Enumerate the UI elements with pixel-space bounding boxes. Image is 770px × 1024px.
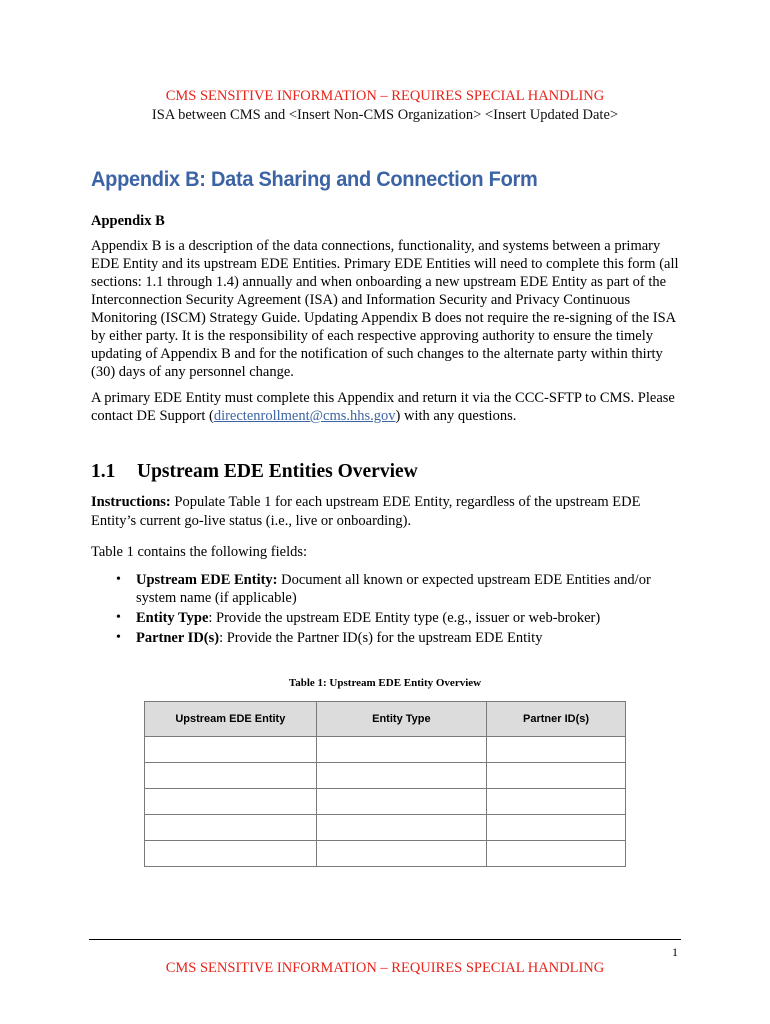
section-heading: [91, 460, 681, 484]
field-label: Entity Type: [136, 610, 209, 626]
field-text: Document all known or expected upstream EDE Entities and/or system name (if applicable): [136, 572, 651, 606]
table-cell[interactable]: [316, 815, 486, 841]
document-body: [91, 212, 681, 649]
table-cell[interactable]: [145, 841, 317, 867]
list-item: [136, 571, 681, 607]
table-row: [145, 841, 626, 867]
table-cell[interactable]: [316, 841, 486, 867]
table-cell[interactable]: [487, 763, 626, 789]
section-number: 1.1: [91, 461, 116, 482]
list-item: [136, 629, 681, 647]
section-title: Upstream EDE Entities Overview: [137, 461, 418, 482]
appendix-contact-paragraph: [91, 389, 681, 425]
table-cell[interactable]: [145, 737, 317, 763]
table-row: [145, 763, 626, 789]
field-text: : Provide the upstream EDE Entity type (e.g., issuer or web-broker): [208, 610, 601, 626]
header-isa-line: ISA between CMS and <Insert Non-CMS Organization> <Insert Updated Date>: [151, 107, 619, 123]
table-caption: Table 1: Upstream EDE Entity Overview: [288, 677, 482, 689]
appendix-title: Appendix B: Data Sharing and Connection Form: [91, 167, 538, 191]
appendix-description: Appendix B is a description of the data connections, functionality, and systems between a primary EDE Entity and its upstream EDE Entities. Primary EDE Entities will need to complete this form (all sections: 1.1 through 1.4) annually and when onboarding a new upstream EDE Entity as part of the Interconnection Security Agreement (ISA) and Information Security and Privacy Continuous Monitoring (ISCM) Strategy Guide. Updating Appendix B does not require the re-signing of the ISA by either party. It is the responsibility of each respective approving authority to ensure the timely updating of Appendix B and for the notification of such changes to the alternate party within thirty (30) days of any personnel change.: [91, 238, 679, 380]
instructions-label: Instructions:: [91, 494, 171, 510]
table-cell[interactable]: [487, 815, 626, 841]
table-row: [145, 815, 626, 841]
list-item: [136, 609, 681, 627]
field-label: Upstream EDE Entity:: [136, 572, 278, 588]
table-cell[interactable]: [316, 737, 486, 763]
table-row: [145, 737, 626, 763]
field-text: : Provide the Partner ID(s) for the upstream EDE Entity: [219, 630, 543, 646]
section-instructions: [91, 493, 681, 531]
column-header-upstream-entity: Upstream EDE Entity: [145, 702, 317, 737]
page-header: [0, 87, 770, 125]
instructions-text: Populate Table 1 for each upstream EDE Entity, regardless of the upstream EDE Entity’s current go-live status (i.e., live or onboarding).: [91, 494, 641, 529]
table-row: [145, 789, 626, 815]
table-cell[interactable]: [145, 763, 317, 789]
support-email-link[interactable]: directenrollment@cms.hhs.gov: [213, 408, 396, 424]
upstream-entity-table: [144, 701, 626, 867]
field-label: Partner ID(s): [136, 630, 220, 646]
table-cell[interactable]: [487, 841, 626, 867]
contact-text-after: ) with any questions.: [395, 408, 517, 424]
footer-divider: [89, 939, 681, 940]
table-cell[interactable]: [316, 763, 486, 789]
table-cell[interactable]: [316, 789, 486, 815]
table-cell[interactable]: [487, 737, 626, 763]
page-number: 1: [672, 945, 678, 959]
appendix-subheading: Appendix B: [91, 213, 165, 229]
table-cell[interactable]: [487, 789, 626, 815]
column-header-partner-ids: Partner ID(s): [487, 702, 626, 737]
table-cell[interactable]: [145, 815, 317, 841]
contact-text-before: A primary EDE Entity must complete this Appendix and return it via the CCC-SFTP to CMS. Please contact DE Support (: [91, 390, 675, 424]
table-cell[interactable]: [145, 789, 317, 815]
table-intro: Table 1 contains the following fields:: [91, 544, 308, 560]
field-list: [91, 571, 681, 647]
footer-sensitive-notice: CMS SENSITIVE INFORMATION – REQUIRES SPECIAL HANDLING: [165, 960, 605, 976]
header-sensitive-notice: CMS SENSITIVE INFORMATION – REQUIRES SPECIAL HANDLING: [165, 88, 605, 104]
column-header-entity-type: Entity Type: [316, 702, 486, 737]
table-header-row: [145, 702, 626, 737]
